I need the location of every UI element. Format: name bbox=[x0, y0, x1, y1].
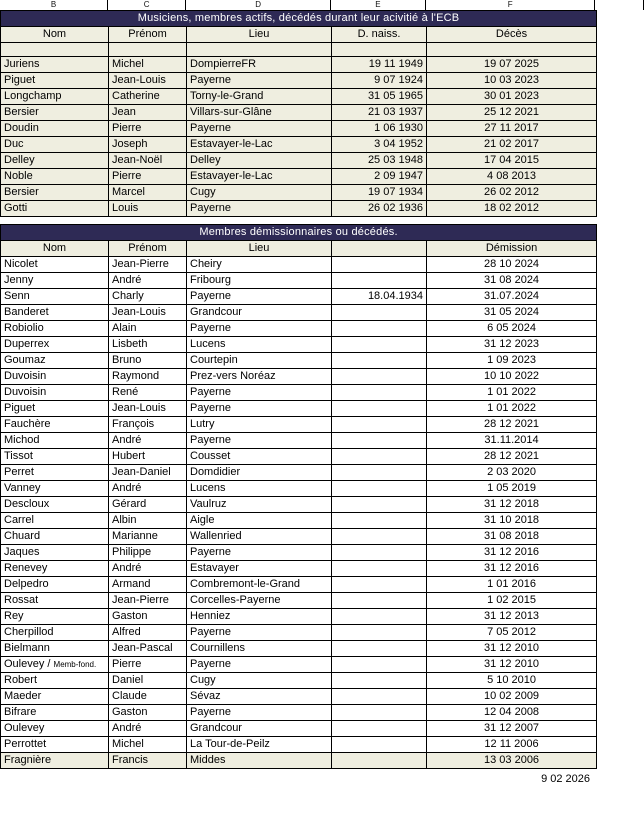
table-row[interactable] bbox=[1, 657, 597, 673]
table-row[interactable] bbox=[1, 169, 597, 185]
spacer-row bbox=[1, 43, 597, 57]
cell-lieu: Payerne bbox=[187, 625, 332, 641]
cell-lieu: Combremont-le-Grand bbox=[187, 577, 332, 593]
cell-naissance bbox=[332, 593, 427, 609]
cell-lieu: Lucens bbox=[187, 337, 332, 353]
cell-naissance bbox=[332, 737, 427, 753]
cell-demission: 1 01 2016 bbox=[427, 577, 597, 593]
table-row[interactable] bbox=[1, 481, 597, 497]
cell-deces: 10 03 2023 bbox=[427, 73, 597, 89]
table-row[interactable] bbox=[1, 385, 597, 401]
cell-demission: 31 12 2023 bbox=[427, 337, 597, 353]
cell-demission: 28 12 2021 bbox=[427, 449, 597, 465]
cell-lieu: DompierreFR bbox=[187, 57, 332, 73]
section2-header-row bbox=[1, 241, 597, 257]
cell-prenom: Philippe bbox=[109, 545, 187, 561]
cell-demission: 12 11 2006 bbox=[427, 737, 597, 753]
cell-lieu: Payerne bbox=[187, 401, 332, 417]
cell-naissance bbox=[332, 689, 427, 705]
cell-naissance bbox=[332, 609, 427, 625]
cell-naissance bbox=[332, 753, 427, 769]
cell-nom: Rey bbox=[1, 609, 109, 625]
cell-naissance bbox=[332, 561, 427, 577]
spacer-cell bbox=[1, 43, 109, 57]
cell-deces: 17 04 2015 bbox=[427, 153, 597, 169]
cell-lieu: Cournillens bbox=[187, 641, 332, 657]
cell-demission: 1 05 2019 bbox=[427, 481, 597, 497]
table-row[interactable] bbox=[1, 593, 597, 609]
cell-prenom: Gérard bbox=[109, 497, 187, 513]
cell-deces: 27 11 2017 bbox=[427, 121, 597, 137]
cell-nom: Senn bbox=[1, 289, 109, 305]
cell-nom-note: Memb-fond. bbox=[53, 660, 97, 669]
cell-prenom: Michel bbox=[109, 57, 187, 73]
table-row[interactable] bbox=[1, 201, 597, 217]
table-row[interactable] bbox=[1, 497, 597, 513]
cell-nom: Cherpillod bbox=[1, 625, 109, 641]
cell-lieu: Lutry bbox=[187, 417, 332, 433]
cell-naissance bbox=[332, 465, 427, 481]
cell-nom: Duvoisin bbox=[1, 369, 109, 385]
header-naissance: D. naiss. bbox=[332, 27, 427, 43]
cell-prenom: René bbox=[109, 385, 187, 401]
header-prenom: Prénom bbox=[109, 241, 187, 257]
cell-prenom: François bbox=[109, 417, 187, 433]
table-row[interactable] bbox=[1, 577, 597, 593]
cell-demission: 2 03 2020 bbox=[427, 465, 597, 481]
cell-lieu: Sévaz bbox=[187, 689, 332, 705]
cell-nom: Tissot bbox=[1, 449, 109, 465]
table-row[interactable] bbox=[1, 105, 597, 121]
table-row[interactable] bbox=[1, 305, 597, 321]
table-row[interactable] bbox=[1, 337, 597, 353]
cell-lieu: Cugy bbox=[187, 185, 332, 201]
cell-prenom: Hubert bbox=[109, 449, 187, 465]
cell-prenom: André bbox=[109, 721, 187, 737]
cell-prenom: André bbox=[109, 273, 187, 289]
table-row[interactable] bbox=[1, 561, 597, 577]
cell-demission: 31 12 2007 bbox=[427, 721, 597, 737]
section2-banner-row bbox=[1, 225, 597, 241]
cell-prenom: Jean-Louis bbox=[109, 305, 187, 321]
cell-lieu: Estavayer-le-Lac bbox=[187, 137, 332, 153]
table-row[interactable] bbox=[1, 257, 597, 273]
cell-nom: Perret bbox=[1, 465, 109, 481]
cell-naissance: 19 11 1949 bbox=[332, 57, 427, 73]
cell-nom: Descloux bbox=[1, 497, 109, 513]
cell-nom: Piguet bbox=[1, 73, 109, 89]
cell-prenom: Jean-Louis bbox=[109, 73, 187, 89]
table-row[interactable] bbox=[1, 721, 597, 737]
cell-prenom: Gaston bbox=[109, 609, 187, 625]
cell-demission: 28 10 2024 bbox=[427, 257, 597, 273]
cell-deces: 18 02 2012 bbox=[427, 201, 597, 217]
cell-lieu: Villars-sur-Glâne bbox=[187, 105, 332, 121]
cell-deces: 30 01 2023 bbox=[427, 89, 597, 105]
cell-deces: 4 08 2013 bbox=[427, 169, 597, 185]
cell-lieu: Payerne bbox=[187, 657, 332, 673]
cell-lieu: Prez-vers Noréaz bbox=[187, 369, 332, 385]
cell-nom: Robert bbox=[1, 673, 109, 689]
section1-header-row bbox=[1, 27, 597, 43]
cell-prenom: Armand bbox=[109, 577, 187, 593]
cell-prenom: Joseph bbox=[109, 137, 187, 153]
cell-prenom: André bbox=[109, 561, 187, 577]
spacer-cell bbox=[109, 43, 187, 57]
table-row[interactable] bbox=[1, 289, 597, 305]
cell-prenom: Bruno bbox=[109, 353, 187, 369]
cell-nom bbox=[1, 657, 109, 673]
cell-prenom: Lisbeth bbox=[109, 337, 187, 353]
cell-nom: Perrottet bbox=[1, 737, 109, 753]
cell-prenom: Jean-Daniel bbox=[109, 465, 187, 481]
cell-naissance: 19 07 1934 bbox=[332, 185, 427, 201]
cell-prenom: Pierre bbox=[109, 657, 187, 673]
cell-lieu: Estavayer bbox=[187, 561, 332, 577]
cell-nom: Maeder bbox=[1, 689, 109, 705]
cell-prenom: Alain bbox=[109, 321, 187, 337]
cell-lieu: Aigle bbox=[187, 513, 332, 529]
cell-demission: 10 02 2009 bbox=[427, 689, 597, 705]
cell-prenom: Jean-Pierre bbox=[109, 257, 187, 273]
table-row[interactable] bbox=[1, 737, 597, 753]
cell-nom: Juriens bbox=[1, 57, 109, 73]
cell-prenom: Marcel bbox=[109, 185, 187, 201]
cell-deces: 21 02 2017 bbox=[427, 137, 597, 153]
cell-prenom: Catherine bbox=[109, 89, 187, 105]
cell-lieu: Middes bbox=[187, 753, 332, 769]
cell-nom: Bielmann bbox=[1, 641, 109, 657]
cell-naissance: 9 07 1924 bbox=[332, 73, 427, 89]
cell-naissance bbox=[332, 497, 427, 513]
cell-lieu: Payerne bbox=[187, 121, 332, 137]
cell-nom: Michod bbox=[1, 433, 109, 449]
cell-lieu: Payerne bbox=[187, 289, 332, 305]
cell-lieu: Torny-le-Grand bbox=[187, 89, 332, 105]
cell-prenom: Pierre bbox=[109, 121, 187, 137]
cell-lieu: Wallenried bbox=[187, 529, 332, 545]
cell-lieu: Grandcour bbox=[187, 305, 332, 321]
cell-demission: 1 02 2015 bbox=[427, 593, 597, 609]
cell-naissance: 18.04.1934 bbox=[332, 289, 427, 305]
table-row[interactable] bbox=[1, 417, 597, 433]
cell-naissance bbox=[332, 353, 427, 369]
column-header-row bbox=[0, 0, 644, 10]
table-row[interactable] bbox=[1, 705, 597, 721]
cell-prenom: Jean-Noël bbox=[109, 153, 187, 169]
header-blank bbox=[332, 241, 427, 257]
cell-demission: 31 12 2013 bbox=[427, 609, 597, 625]
cell-naissance bbox=[332, 369, 427, 385]
cell-naissance: 3 04 1952 bbox=[332, 137, 427, 153]
cell-prenom: André bbox=[109, 433, 187, 449]
cell-demission: 31 08 2024 bbox=[427, 273, 597, 289]
cell-naissance: 26 02 1936 bbox=[332, 201, 427, 217]
cell-nom: Bifrare bbox=[1, 705, 109, 721]
table-row[interactable] bbox=[1, 609, 597, 625]
section1-banner-row bbox=[1, 11, 597, 27]
cell-lieu: Domdidier bbox=[187, 465, 332, 481]
cell-demission: 6 05 2024 bbox=[427, 321, 597, 337]
cell-demission: 28 12 2021 bbox=[427, 417, 597, 433]
cell-nom: Nicolet bbox=[1, 257, 109, 273]
cell-lieu: Cheiry bbox=[187, 257, 332, 273]
cell-nom: Bersier bbox=[1, 105, 109, 121]
cell-nom: Duvoisin bbox=[1, 385, 109, 401]
table-row[interactable] bbox=[1, 137, 597, 153]
cell-lieu: Henniez bbox=[187, 609, 332, 625]
cell-nom: Duc bbox=[1, 137, 109, 153]
spacer-cell bbox=[187, 43, 332, 57]
cell-lieu: Payerne bbox=[187, 73, 332, 89]
cell-naissance bbox=[332, 449, 427, 465]
cell-nom: Delpedro bbox=[1, 577, 109, 593]
cell-naissance: 25 03 1948 bbox=[332, 153, 427, 169]
cell-lieu: Payerne bbox=[187, 433, 332, 449]
cell-naissance bbox=[332, 545, 427, 561]
cell-prenom: Albin bbox=[109, 513, 187, 529]
cell-nom: Jaques bbox=[1, 545, 109, 561]
cell-lieu: Payerne bbox=[187, 385, 332, 401]
cell-naissance bbox=[332, 705, 427, 721]
cell-lieu: Cugy bbox=[187, 673, 332, 689]
header-prenom: Prénom bbox=[109, 27, 187, 43]
cell-nom: Duperrex bbox=[1, 337, 109, 353]
column-header-b[interactable]: B bbox=[0, 0, 108, 10]
cell-prenom: André bbox=[109, 481, 187, 497]
table-row[interactable] bbox=[1, 753, 597, 769]
cell-naissance bbox=[332, 577, 427, 593]
cell-nom: Vanney bbox=[1, 481, 109, 497]
cell-lieu: Fribourg bbox=[187, 273, 332, 289]
cell-demission: 12 04 2008 bbox=[427, 705, 597, 721]
table-row[interactable] bbox=[1, 57, 597, 73]
cell-demission: 31 12 2010 bbox=[427, 657, 597, 673]
header-demission: Démission bbox=[427, 241, 597, 257]
cell-nom: Carrel bbox=[1, 513, 109, 529]
header-nom: Nom bbox=[1, 241, 109, 257]
cell-lieu: Payerne bbox=[187, 545, 332, 561]
cell-demission: 31 10 2018 bbox=[427, 513, 597, 529]
cell-naissance bbox=[332, 529, 427, 545]
cell-lieu: La Tour-de-Peilz bbox=[187, 737, 332, 753]
spacer-cell bbox=[332, 43, 427, 57]
cell-demission: 1 01 2022 bbox=[427, 385, 597, 401]
cell-demission: 5 10 2010 bbox=[427, 673, 597, 689]
cell-lieu: Vaulruz bbox=[187, 497, 332, 513]
cell-prenom: Marianne bbox=[109, 529, 187, 545]
cell-deces: 19 07 2025 bbox=[427, 57, 597, 73]
cell-naissance bbox=[332, 385, 427, 401]
footer-date: 9 02 2026 bbox=[541, 773, 590, 785]
cell-lieu: Corcelles-Payerne bbox=[187, 593, 332, 609]
cell-naissance bbox=[332, 273, 427, 289]
cell-lieu: Courtepin bbox=[187, 353, 332, 369]
cell-naissance bbox=[332, 257, 427, 273]
cell-prenom: Jean-Pierre bbox=[109, 593, 187, 609]
cell-prenom: Francis bbox=[109, 753, 187, 769]
cell-lieu: Payerne bbox=[187, 201, 332, 217]
cell-naissance bbox=[332, 657, 427, 673]
table-row[interactable] bbox=[1, 465, 597, 481]
cell-demission: 31 08 2018 bbox=[427, 529, 597, 545]
cell-prenom: Charly bbox=[109, 289, 187, 305]
cell-demission: 31 12 2018 bbox=[427, 497, 597, 513]
table-row[interactable] bbox=[1, 513, 597, 529]
table-row[interactable] bbox=[1, 433, 597, 449]
cell-lieu: Grandcour bbox=[187, 721, 332, 737]
column-header-f[interactable]: F bbox=[426, 0, 595, 10]
cell-naissance: 2 09 1947 bbox=[332, 169, 427, 185]
cell-naissance: 31 05 1965 bbox=[332, 89, 427, 105]
section2-banner: Membres démissionnaires ou décédés. bbox=[1, 225, 597, 241]
table-row[interactable] bbox=[1, 449, 597, 465]
header-deces: Décès bbox=[427, 27, 597, 43]
cell-prenom: Jean-Pascal bbox=[109, 641, 187, 657]
cell-nom: Oulevey bbox=[1, 721, 109, 737]
cell-nom: Chuard bbox=[1, 529, 109, 545]
cell-prenom: Michel bbox=[109, 737, 187, 753]
cell-nom: Doudin bbox=[1, 121, 109, 137]
table-deceased-active-members bbox=[0, 10, 597, 217]
cell-nom: Renevey bbox=[1, 561, 109, 577]
cell-naissance bbox=[332, 721, 427, 737]
cell-naissance bbox=[332, 433, 427, 449]
table-row[interactable] bbox=[1, 121, 597, 137]
cell-deces: 25 12 2021 bbox=[427, 105, 597, 121]
cell-naissance bbox=[332, 305, 427, 321]
table-row[interactable] bbox=[1, 401, 597, 417]
table-row[interactable] bbox=[1, 369, 597, 385]
cell-nom: Delley bbox=[1, 153, 109, 169]
cell-demission: 31.11.2014 bbox=[427, 433, 597, 449]
cell-prenom: Gaston bbox=[109, 705, 187, 721]
cell-nom: Gotti bbox=[1, 201, 109, 217]
table-row[interactable] bbox=[1, 625, 597, 641]
cell-demission: 31 12 2016 bbox=[427, 545, 597, 561]
table-row[interactable] bbox=[1, 545, 597, 561]
table-resigned-members bbox=[0, 224, 597, 769]
cell-naissance bbox=[332, 417, 427, 433]
cell-nom: Longchamp bbox=[1, 89, 109, 105]
column-header-g[interactable] bbox=[595, 0, 644, 10]
table-row[interactable] bbox=[1, 153, 597, 169]
cell-naissance: 1 06 1930 bbox=[332, 121, 427, 137]
cell-nom: Rossat bbox=[1, 593, 109, 609]
cell-nom: Robiolio bbox=[1, 321, 109, 337]
table-row[interactable] bbox=[1, 185, 597, 201]
column-header-e[interactable]: E bbox=[331, 0, 426, 10]
cell-lieu: Cousset bbox=[187, 449, 332, 465]
table-row[interactable] bbox=[1, 641, 597, 657]
cell-nom: Banderet bbox=[1, 305, 109, 321]
table-row[interactable] bbox=[1, 89, 597, 105]
cell-demission: 31 05 2024 bbox=[427, 305, 597, 321]
cell-naissance bbox=[332, 321, 427, 337]
cell-naissance: 21 03 1937 bbox=[332, 105, 427, 121]
table-row[interactable] bbox=[1, 273, 597, 289]
cell-demission: 31 12 2010 bbox=[427, 641, 597, 657]
header-lieu: Lieu bbox=[187, 241, 332, 257]
cell-nom: Noble bbox=[1, 169, 109, 185]
cell-lieu: Delley bbox=[187, 153, 332, 169]
cell-nom: Bersier bbox=[1, 185, 109, 201]
cell-naissance bbox=[332, 401, 427, 417]
cell-demission: 10 10 2022 bbox=[427, 369, 597, 385]
cell-nom: Fragnière bbox=[1, 753, 109, 769]
cell-prenom: Alfred bbox=[109, 625, 187, 641]
cell-prenom: Claude bbox=[109, 689, 187, 705]
cell-prenom: Raymond bbox=[109, 369, 187, 385]
table-row[interactable] bbox=[1, 353, 597, 369]
cell-deces: 26 02 2012 bbox=[427, 185, 597, 201]
cell-lieu: Estavayer-le-Lac bbox=[187, 169, 332, 185]
cell-nom: Fauchère bbox=[1, 417, 109, 433]
table-row[interactable] bbox=[1, 321, 597, 337]
cell-demission: 31 12 2016 bbox=[427, 561, 597, 577]
section1-banner: Musiciens, membres actifs, décédés durant leur acivitié à l'ECB bbox=[1, 11, 597, 27]
cell-naissance bbox=[332, 625, 427, 641]
section-gap bbox=[0, 217, 644, 224]
cell-nom: Jenny bbox=[1, 273, 109, 289]
cell-naissance bbox=[332, 481, 427, 497]
cell-demission: 1 09 2023 bbox=[427, 353, 597, 369]
spacer-cell bbox=[427, 43, 597, 57]
cell-demission: 13 03 2006 bbox=[427, 753, 597, 769]
cell-prenom: Daniel bbox=[109, 673, 187, 689]
cell-demission: 7 05 2012 bbox=[427, 625, 597, 641]
table-row[interactable] bbox=[1, 73, 597, 89]
cell-naissance bbox=[332, 513, 427, 529]
cell-demission: 31.07.2024 bbox=[427, 289, 597, 305]
cell-nom: Piguet bbox=[1, 401, 109, 417]
header-lieu: Lieu bbox=[187, 27, 332, 43]
table-row[interactable] bbox=[1, 673, 597, 689]
cell-naissance bbox=[332, 641, 427, 657]
header-nom: Nom bbox=[1, 27, 109, 43]
cell-nom: Goumaz bbox=[1, 353, 109, 369]
cell-demission: 1 01 2022 bbox=[427, 401, 597, 417]
cell-lieu: Payerne bbox=[187, 321, 332, 337]
cell-lieu: Lucens bbox=[187, 481, 332, 497]
cell-naissance bbox=[332, 673, 427, 689]
cell-naissance bbox=[332, 337, 427, 353]
cell-prenom: Pierre bbox=[109, 169, 187, 185]
column-header-d[interactable]: D bbox=[186, 0, 331, 10]
cell-prenom: Jean-Louis bbox=[109, 401, 187, 417]
table-row[interactable] bbox=[1, 529, 597, 545]
cell-prenom: Jean bbox=[109, 105, 187, 121]
column-header-c[interactable]: C bbox=[108, 0, 186, 10]
cell-prenom: Louis bbox=[109, 201, 187, 217]
table-row[interactable] bbox=[1, 689, 597, 705]
cell-nom-text: Oulevey / bbox=[4, 658, 54, 670]
cell-lieu: Payerne bbox=[187, 705, 332, 721]
